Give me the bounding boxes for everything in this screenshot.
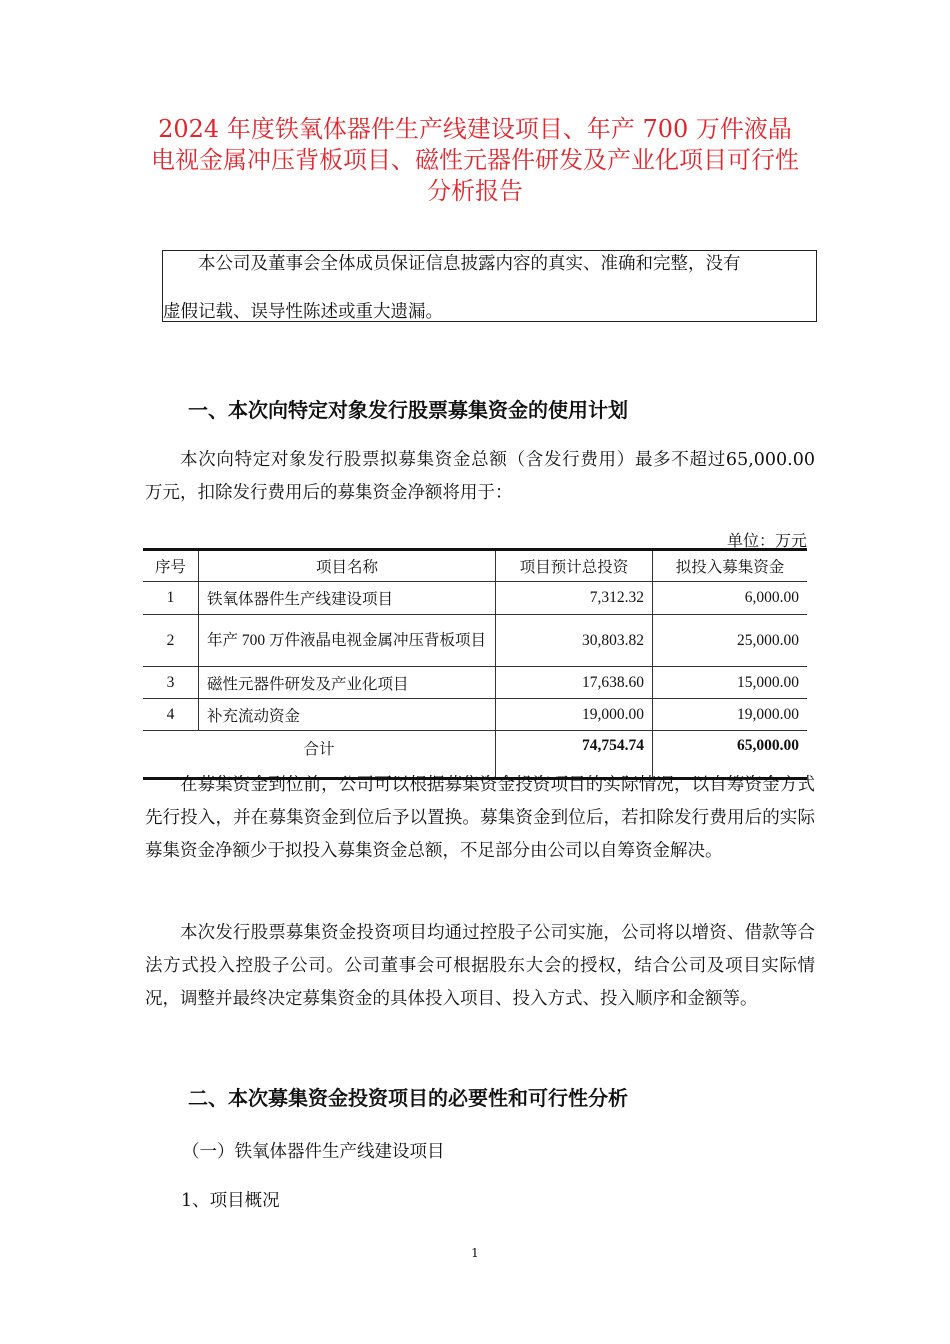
cell: 3 [143, 667, 199, 699]
cell: 合计 [143, 731, 496, 779]
table-header: 拟投入募集资金 [653, 550, 808, 582]
paragraph: 本次发行股票募集资金投资项目均通过控股子公司实施，公司将以增资、借款等合法方式投入控股子公司。公司董事会可根据股东大会的授权，结合公司及项目实际情况，调整并最终决定募集资金的具体投入项目、投入方式、投入顺序和金额等。 [145, 923, 815, 1009]
table-row [143, 615, 807, 667]
cell: 补充流动资金 [199, 699, 496, 731]
cell: 30,803.82 [496, 615, 653, 667]
item-heading: 1、项目概况 [181, 1191, 280, 1211]
cell: 7,312.32 [496, 582, 653, 615]
document-title: 2024 年度铁氧体器件生产线建设项目、年产 700 万件液晶电视金属冲压背板项目、磁性元器件研发及产业化项目可行性分析报告 [151, 115, 799, 205]
table-row [143, 699, 807, 731]
cell: 2 [143, 615, 199, 667]
cell: 74,754.74 [496, 731, 653, 779]
paragraph: 在募集资金到位前，公司可以根据募集资金投资项目的实际情况，以自筹资金方式先行投入，并在募集资金到位后予以置换。募集资金到位后，若扣除发行费用后的实际募集资金净额少于拟投入募集资金总额，不足部分由公司以自筹资金解决。 [145, 775, 815, 861]
cell: 铁氧体器件生产线建设项目 [199, 582, 496, 615]
cell: 6,000.00 [653, 582, 808, 615]
cell: 17,638.60 [496, 667, 653, 699]
funding-table [143, 548, 807, 780]
cell: 年产 700 万件液晶电视金属冲压背板项目 [199, 615, 496, 667]
paragraph: 本次向特定对象发行股票拟募集资金总额（含发行费用）最多不超过65,000.00 万元，扣除发行费用后的募集资金净额将用于： [145, 450, 815, 503]
disclaimer-box [162, 250, 817, 322]
disclaimer-line: 本公司及董事会全体成员保证信息披露内容的真实、准确和完整，没有 [198, 254, 741, 274]
section-heading: 一、本次向特定对象发行股票募集资金的使用计划 [188, 398, 628, 422]
cell: 15,000.00 [653, 667, 808, 699]
cell: 1 [143, 582, 199, 615]
subsection-heading: （一）铁氧体器件生产线建设项目 [182, 1142, 445, 1162]
cell: 65,000.00 [653, 731, 808, 779]
cell: 25,000.00 [653, 615, 808, 667]
table-row [143, 667, 807, 699]
table-row [143, 582, 807, 615]
cell: 19,000.00 [496, 699, 653, 731]
cell: 磁性元器件研发及产业化项目 [199, 667, 496, 699]
disclaimer-line: 虚假记载、误导性陈述或重大遗漏。 [163, 302, 443, 322]
cell: 4 [143, 699, 199, 731]
table-header: 序号 [143, 550, 199, 582]
page-number: 1 [471, 1246, 479, 1260]
table-header: 项目名称 [199, 550, 496, 582]
cell: 19,000.00 [653, 699, 808, 731]
table-header: 项目预计总投资 [496, 550, 653, 582]
section-heading: 二、本次募集资金投资项目的必要性和可行性分析 [188, 1086, 628, 1110]
unit-label: 单位：万元 [726, 531, 807, 550]
